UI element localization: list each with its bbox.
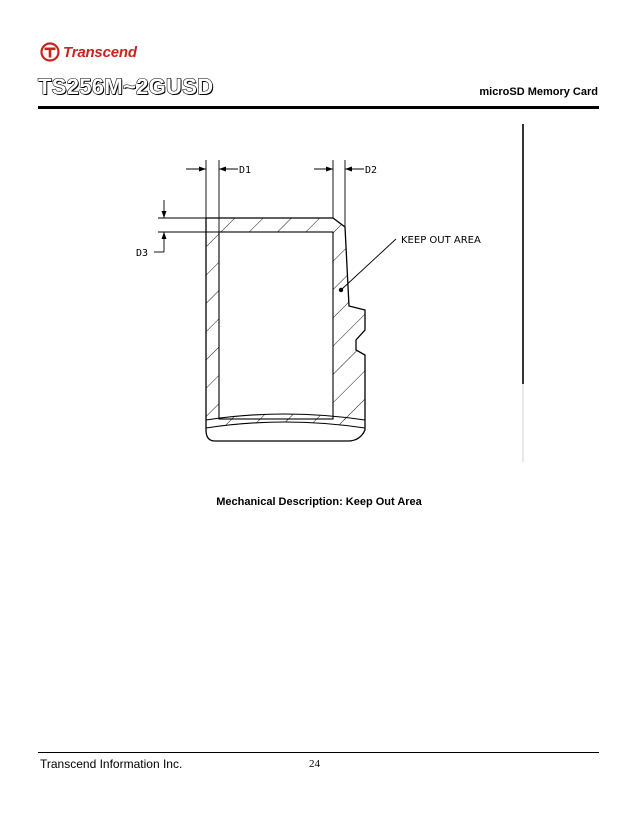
d3-label: D3	[136, 248, 149, 259]
footer-company: Transcend Information Inc.	[40, 757, 183, 771]
page-number: 24	[309, 758, 320, 770]
d1-arrow-left	[199, 167, 206, 172]
figure-caption: Mechanical Description: Keep Out Area	[216, 496, 422, 508]
d1-label: D1	[239, 165, 252, 176]
d3-arrow-top	[162, 211, 167, 218]
footer-divider	[38, 752, 599, 753]
page-title: TS256M~2GUSD	[38, 74, 214, 99]
inner-window	[219, 232, 333, 419]
d3-arrow-bottom	[162, 232, 167, 239]
logo-text: Transcend	[63, 43, 137, 61]
keep-out-label: KEEP OUT AREA	[401, 235, 481, 246]
product-type: microSD Memory Card	[479, 86, 598, 98]
keep-out-leader	[342, 239, 396, 289]
keep-out-leader-dot	[339, 288, 343, 292]
d2-label: D2	[365, 165, 378, 176]
d2-arrow-right	[345, 167, 352, 172]
d1-arrow-right	[219, 167, 226, 172]
d2-arrow-left	[326, 167, 333, 172]
